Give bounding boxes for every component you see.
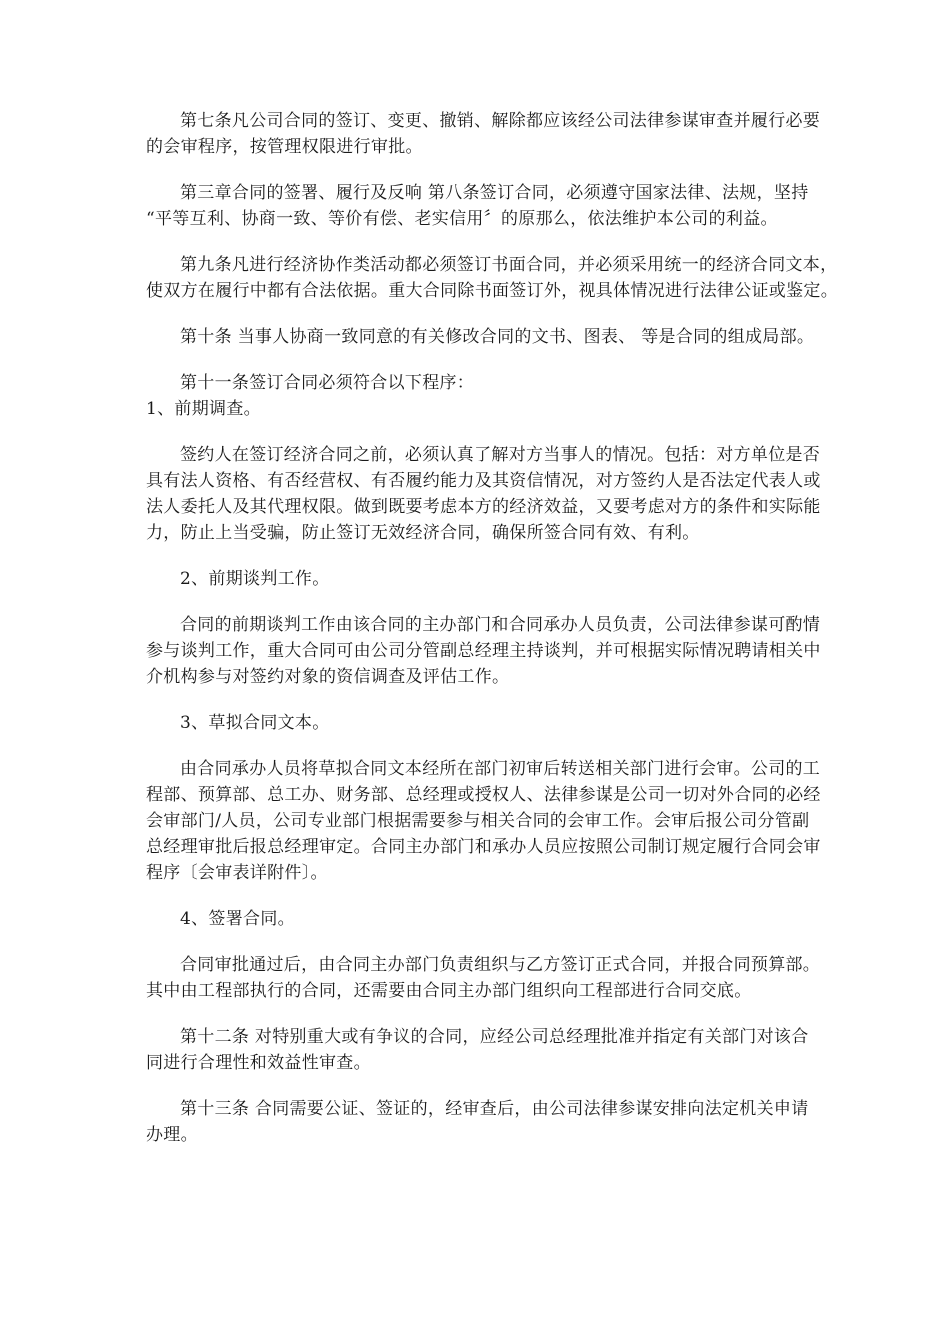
text-line: 签约人在签订经济合同之前，必须认真了解对方当事人的情况。包括：对方单位是否: [180, 445, 821, 465]
text-line: 具有法人资格、有否经营权、有否履约能力及其资信情况，对方签约人是否法定代表人或: [146, 471, 821, 491]
text-line: 由合同承办人员将草拟合同文本经所在部门初审后转送相关部门进行会审。公司的工: [180, 759, 821, 779]
article-7-paragraph: [146, 108, 821, 160]
article-11-paragraph: [146, 370, 818, 396]
chapter-3-article-8-paragraph: [146, 180, 818, 232]
step-4-heading: [146, 906, 818, 932]
text-line: 第九条凡进行经济协作类活动都必须签订书面合同，并必须采用统一的经济合同文本，: [180, 255, 838, 275]
text-line: 总经理审批后报总经理审定。合同主办部门和承办人员应按照公司制订规定履行合同会审: [146, 837, 821, 857]
text-line: 使双方在履行中都有合法依据。重大合同除书面签订外，视具体情况进行法律公证或鉴定。: [146, 281, 838, 301]
step-3-heading: [146, 710, 818, 736]
article-9-paragraph: [146, 252, 838, 304]
text-line: 力，防止上当受骗，防止签订无效经济合同，确保所签合同有效、有利。: [146, 523, 700, 543]
step-4-body: [146, 952, 821, 1004]
article-13-paragraph: [146, 1096, 818, 1148]
text-line: 的会审程序，按管理权限进行审批。: [146, 137, 423, 157]
text-line: 3、草拟合同文本。: [180, 713, 330, 733]
text-line: 程序〔会审表详附件〕。: [146, 863, 328, 883]
text-line: 参与谈判工作，重大合同可由公司分管副总经理主持谈判，并可根据实际情况聘请相关中: [146, 641, 821, 661]
text-line: 第十三条 合同需要公证、签证的，经审查后，由公司法律参谋安排向法定机关申请: [180, 1099, 809, 1119]
text-line: 4、签署合同。: [180, 909, 295, 929]
step-3-body: [146, 756, 821, 886]
text-line: 第十条 当事人协商一致同意的有关修改合同的文书、图表、 等是合同的组成局部。: [180, 327, 815, 347]
text-line: 第三章合同的签署、履行及反响 第八条签订合同，必须遵守国家法律、法规，坚持: [180, 183, 809, 203]
text-line: 第十二条 对特别重大或有争议的合同，应经公司总经理批准并指定有关部门对该合: [180, 1027, 809, 1047]
step-1-heading: [146, 396, 818, 422]
text-line: 介机构参与对签约对象的资信调查及评估工作。: [146, 667, 510, 687]
text-line: 1、前期调查。: [146, 399, 261, 419]
article-10-paragraph: [146, 324, 818, 350]
text-line: 合同审批通过后，由合同主办部门负责组织与乙方签订正式合同，并报合同预算部。: [180, 955, 821, 975]
text-line: 其中由工程部执行的合同，还需要由合同主办部门组织向工程部进行合同交底。: [146, 981, 752, 1001]
text-line: 第十一条签订合同必须符合以下程序：: [180, 373, 475, 393]
text-line: 第七条凡公司合同的签订、变更、撤销、解除都应该经公司法律参谋审查并履行必要: [180, 111, 821, 131]
text-line: 会审部门/人员，公司专业部门根据需要参与相关合同的会审工作。会审后报公司分管副: [146, 811, 810, 831]
text-line: 2、前期谈判工作。: [180, 569, 330, 589]
step-1-body: [146, 442, 821, 546]
text-line: 合同的前期谈判工作由该合同的主办部门和合同承办人员负责，公司法律参谋可酌情: [180, 615, 821, 635]
text-line: 程部、预算部、总工办、财务部、总经理或授权人、法律参谋是公司一切对外合同的必经: [146, 785, 821, 805]
step-2-heading: [146, 566, 818, 592]
article-12-paragraph: [146, 1024, 818, 1076]
text-line: 法人委托人及其代理权限。做到既要考虑本方的经济效益，又要考虑对方的条件和实际能: [146, 497, 821, 517]
text-line: 办理。: [146, 1125, 198, 1145]
text-line: “平等互利、协商一致、等价有偿、老实信用〞的原那么，依法维护本公司的利益。: [146, 209, 778, 229]
text-line: 同进行合理性和效益性审查。: [146, 1053, 371, 1073]
step-2-body: [146, 612, 821, 690]
document-page: [146, 108, 838, 1148]
